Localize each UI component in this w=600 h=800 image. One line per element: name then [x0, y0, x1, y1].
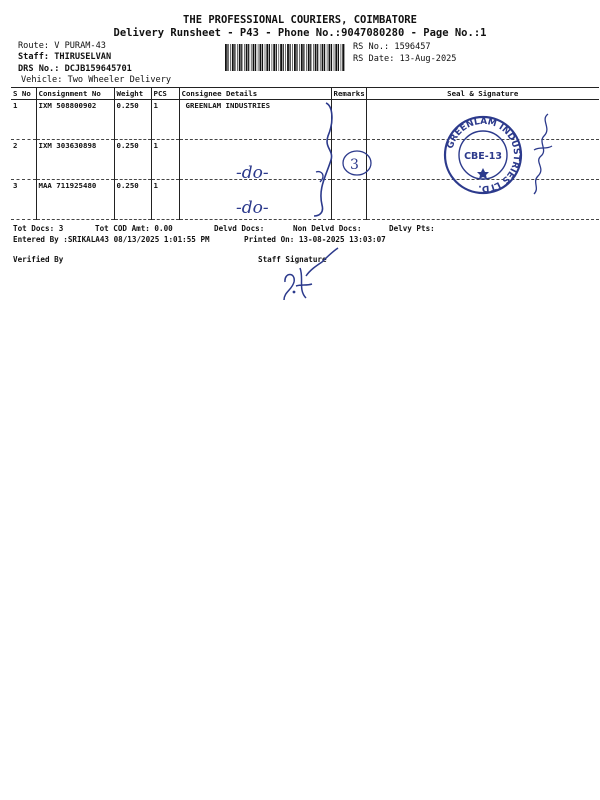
brace-mark-2	[316, 172, 323, 182]
ditto-mark: -do-	[236, 198, 269, 218]
row-consignee: GREENLAM INDUSTRIES	[179, 100, 331, 140]
row-pcs: 1	[151, 140, 179, 180]
staff-label: Staff: THIRUSELVAN	[18, 52, 112, 62]
row-weight: 0.250	[114, 140, 151, 180]
row-sno: 3	[11, 180, 36, 220]
stamp-ring-text: GREENLAM INDUSTRIES LTD.	[445, 116, 522, 194]
ditto-mark: -do-	[236, 163, 269, 183]
stamp-center-text: CBE-13	[464, 151, 502, 162]
row-consignment: MAA 711925480	[36, 180, 114, 220]
receiver-signature	[534, 114, 548, 194]
staff-signature-label: Staff Signature	[258, 255, 327, 264]
delivery-points: Delvy Pts:	[389, 224, 435, 233]
brace-mark	[314, 103, 332, 216]
rs-date: RS Date: 13-Aug-2025	[353, 54, 457, 64]
col-header-consignee: Consignee Details	[179, 88, 331, 100]
rs-number: RS No.: 1596457	[353, 42, 431, 52]
row-consignment: IXM 303630898	[36, 140, 114, 180]
staff-signature	[284, 248, 338, 300]
row-weight: 0.250	[114, 100, 151, 140]
printed-on: Printed On: 13-08-2025 13:03:07	[244, 235, 386, 244]
col-header-weight: Weight	[114, 88, 151, 100]
row-pcs: 1	[151, 180, 179, 220]
col-header-remarks: Remarks	[331, 88, 366, 100]
row-weight: 0.250	[114, 180, 151, 220]
non-delivered-docs: Non Delvd Docs:	[293, 224, 362, 233]
runsheet-subtitle: Delivery Runsheet - P43 - Phone No.:9047080280 - Page No.:1	[113, 27, 487, 39]
total-cod: Tot COD Amt: 0.00	[95, 224, 173, 233]
row-consignment: IXM 508800902	[36, 100, 114, 140]
row-sno: 2	[11, 140, 36, 180]
company-title: THE PROFESSIONAL COURIERS, COIMBATORE	[183, 14, 417, 26]
delivered-docs: Delvd Docs:	[214, 224, 265, 233]
col-header-pcs: PCS	[151, 88, 179, 100]
vehicle-label: Vehicle: Two Wheeler Delivery	[21, 75, 172, 85]
route-label: Route: V PURAM-43	[18, 41, 106, 51]
row-sno: 1	[11, 100, 36, 140]
star-icon	[477, 168, 489, 179]
row-pcs: 1	[151, 100, 179, 140]
handwritten-count: 3	[350, 157, 359, 173]
entered-by: Entered By :SRIKALA43 08/13/2025 1:01:55 PM	[13, 235, 210, 244]
verified-by-label: Verified By	[13, 255, 64, 264]
col-header-sno: S No	[11, 88, 36, 100]
signature-dot	[293, 291, 296, 294]
col-header-seal: Seal & Signature	[366, 88, 599, 100]
drs-number: DRS No.: DCJB159645701	[18, 64, 132, 74]
company-seal-stamp	[445, 117, 521, 193]
col-header-consignment: Consignment No	[36, 88, 114, 100]
total-docs: Tot Docs: 3	[13, 224, 64, 233]
